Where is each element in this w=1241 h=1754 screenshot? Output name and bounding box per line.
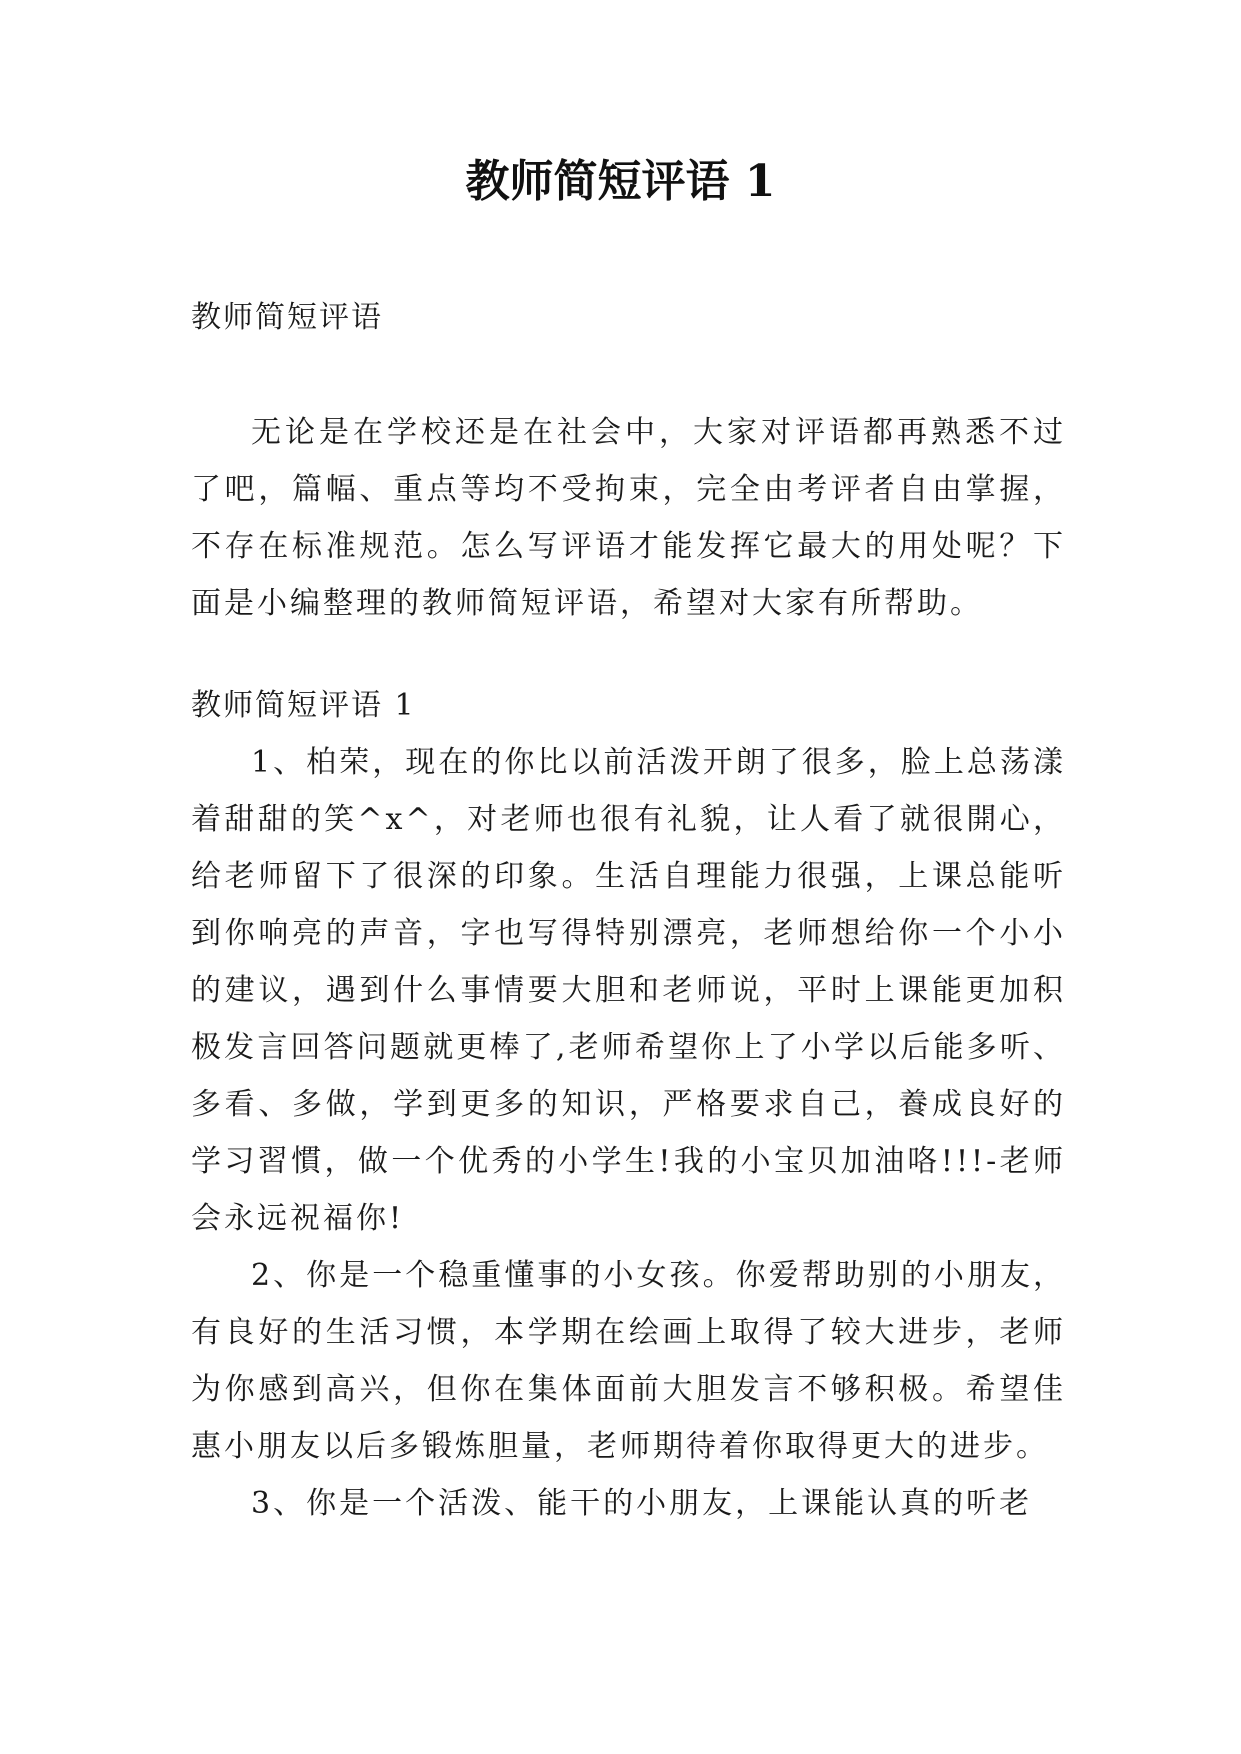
document-subtitle: 教师简短评语 [191,300,383,335]
section-heading: 教师简短评语 1 [191,688,416,723]
intro-paragraph: 无论是在学校还是在社会中，大家对评语都再熟悉不过了吧，篇幅、重点等均不受拘束，完全由考评者自由掌握，不存在标准规范。怎么写评语才能发挥它最大的用处呢？下面是小编整理的教师简短评语，希望对大家有所帮助。 [191,415,1066,621]
comment-item-3: 3、你是一个活泼、能干的小朋友，上课能认真的听老 [251,1486,1033,1521]
comment-item-1: 1、柏荣，现在的你比以前活泼开朗了很多，脸上总荡漾着甜甜的笑^x^，对老师也很有礼貌，让人看了就很開心，给老师留下了很深的印象。生活自理能力很强，上课总能听到你响亮的声音，字也写得特别漂亮，老师想给你一个小小的建议，遇到什么事情要大胆和老师说，平时上课能更加积极发言回答问题就更棒了,老师希望你上了小学以后能多听、多看、多做，学到更多的知识，严格要求自己，養成良好的学习習慣，做一个优秀的小学生!我的小宝贝加油咯!!!-老师会永远祝福你! [191,745,1066,1236]
document-title: 教师简短评语 1 [465,156,776,207]
comment-item-2: 2、你是一个稳重懂事的小女孩。你爱帮助别的小朋友，有良好的生活习惯，本学期在绘画上取得了较大进步，老师为你感到高兴，但你在集体面前大胆发言不够积极。希望佳惠小朋友以后多锻炼胆量，老师期待着你取得更大的进步。 [191,1258,1066,1464]
document-body [191,290,1066,1532]
